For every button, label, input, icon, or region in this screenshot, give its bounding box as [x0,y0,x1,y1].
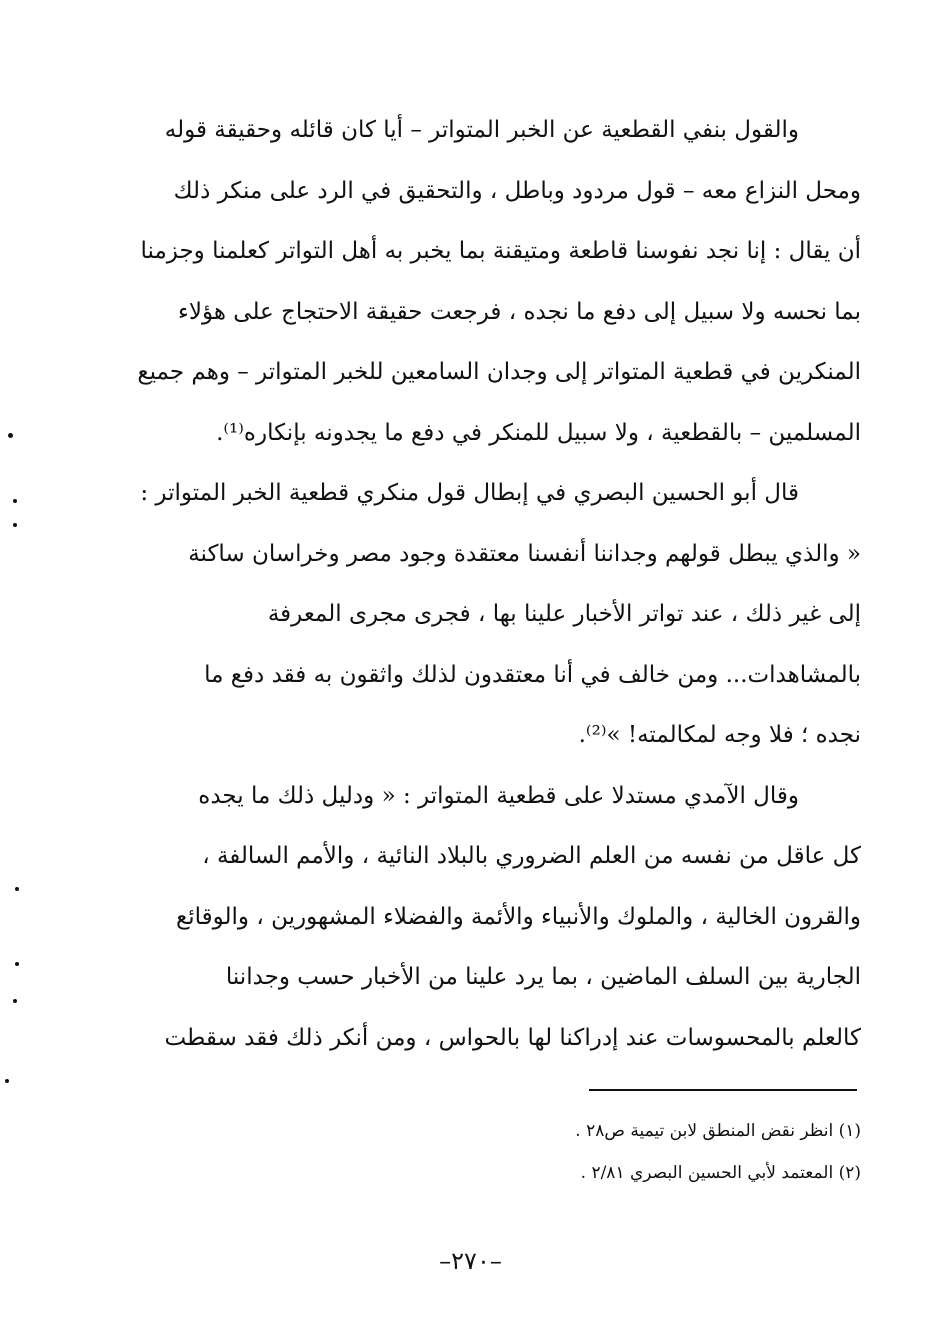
text-line: الجارية بين السلف الماضين ، بما يرد علينا من الأخبار حسب وجداننا [225,964,861,990]
text-line: إلى غير ذلك ، عند تواتر الأخبار علينا بها ، فجرى مجرى المعرفة [267,601,861,627]
scan-speck [5,1079,9,1083]
text-line: بالمشاهدات... ومن خالف في أنا معتقدون لذلك واثقون به فقد دفع ما [204,661,861,688]
scan-speck [13,523,17,527]
text-line: كالعلم بالمحسوسات عند إدراكنا لها بالحواس ، ومن أنكر ذلك فقد سقطت [164,1024,861,1051]
scan-speck [13,999,17,1003]
scan-speck [15,887,19,891]
footnote-2: (٢) المعتمد لأبي الحسين البصري ٢/٨١ . [580,1163,861,1183]
text-line: وقال الآمدي مستدلا على قطعية المتواتر : « ودليل ذلك ما يجده [198,782,799,809]
footnotes [575,1110,861,1194]
page-number: –٢٧٠– [439,1247,502,1275]
text-line: قال أبو الحسين البصري في إبطال قول منكري قطعية الخبر المتواتر : [140,480,799,506]
text-line: ومحل النزاع معه – قول مردود وباطل ، والتحقيق في الرد على منكر ذلك [173,177,861,204]
text-line: بما نحسه ولا سبيل إلى دفع ما نجده ، فرجعت حقيقة الاحتجاج على هؤلاء [178,298,861,325]
scan-speck [13,499,17,503]
text-line: « والذي يبطل قولهم وجداننا أنفسنا معتقدة وجود مصر وخراسان ساكنة [188,540,861,567]
text-line: المسلمين – بالقطعية ، ولا سبيل للمنكر في دفع ما يجدونه بإنكاره⁽¹⁾. [216,419,861,446]
text-line: نجده ؛ فلا وجه لمكالمته! »⁽²⁾. [578,722,861,748]
text-line: المنكرين في قطعية المتواتر إلى وجدان السامعين للخبر المتواتر – وهم جميع [137,359,861,385]
text-line: كل عاقل من نفسه من العلم الضروري بالبلاد النائية ، والأمم السالفة ، [202,843,861,869]
footnote-divider [589,1089,857,1091]
footnote-1: (١) انظر نقض المنطق لابن تيمية ص٢٨ . [575,1121,861,1141]
scan-speck [15,962,19,966]
text-line: والقول بنفي القطعية عن الخبر المتواتر – أيا كان قائله وحقيقة قوله [164,117,799,143]
scan-speck [8,433,13,438]
text-line: والقرون الخالية ، والملوك والأنبياء والأئمة والفضلاء المشهورين ، والوقائع [176,903,861,930]
body-text [120,100,861,1068]
text-line: أن يقال : إنا نجد نفوسنا قاطعة ومتيقنة بما يخبر به أهل التواتر كعلمنا وجزمنا [140,238,861,264]
